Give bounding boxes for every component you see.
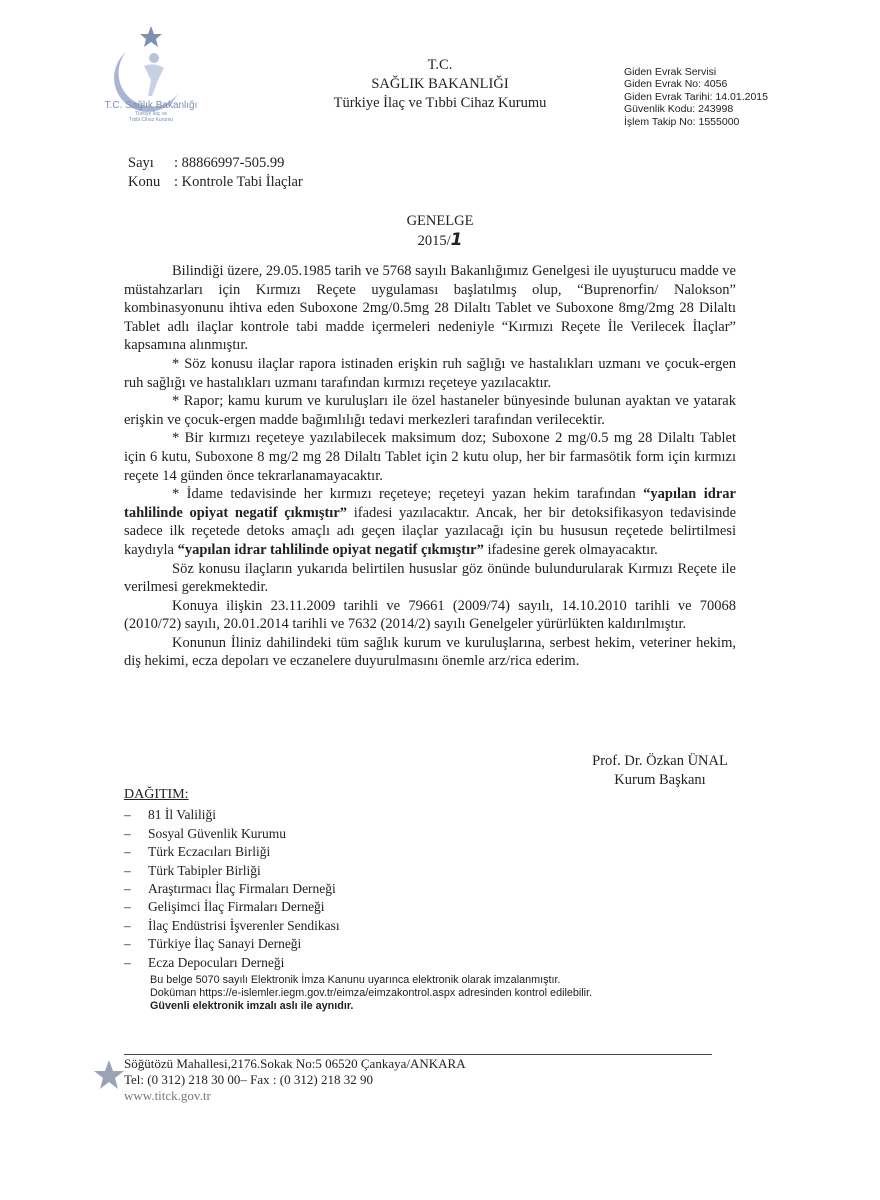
body-paragraph-5 [124,485,736,559]
konu-label: Konu [128,174,161,190]
list-dash: – [124,954,131,970]
letterhead [300,56,580,113]
list-dash: – [124,862,131,878]
logo-subcaption-1: Türkiye İlaç ve [134,111,168,117]
letterhead-agency: Türkiye İlaç ve Tıbbi Cihaz Kurumu [333,95,547,111]
body-p5-part-e: ifadesine gerek olmayacaktır. [483,541,658,558]
list-dash: – [124,807,131,823]
list-item [124,825,340,843]
circular-number [418,231,463,251]
konu-value: : Kontrole Tabi İlaçlar [174,174,303,190]
list-dash: – [124,881,131,897]
list-item-label: Türk Eczacıları Birliği [148,844,271,860]
list-item [124,862,340,880]
meta-service: Giden Evrak Servisi [624,66,717,78]
esign-line-3: Güvenli elektronik imzalı aslı ile aynıdır. [150,1000,354,1012]
list-dash: – [124,917,131,933]
body-paragraph-3: * Rapor; kamu kurum ve kuruluşları ile özel hastaneler bünyesinde bulunan ayaktan ve yatarak erişkin ve çocuk-ergen madde bağımlılığı tedavi merkezleri tarafından verilecektir. [124,393,736,428]
list-item [124,917,340,935]
body-paragraph-1: Bilindiği üzere, 29.05.1985 tarih ve 5768 sayılı Bakanlığımız Genelgesi ile uyuşturucu madde ve müstahzarları için Kırmızı Reçete uygulaması başlatılmış olup, “Buprenorfin/ Nalokson” kombinasyonunu ihtiva eden Suboxone 2mg/0.5mg 28 Dilaltı Tablet ve Suboxone 8mg/2mg 28 Dilaltı Tablet adlı ilaçlar kontrole tabi madde içermeleri nedeniyle “Kırmızı Reçete İle Verilecek İlaçlar” kapsamına alınmıştır. [124,263,736,354]
footer [124,1056,466,1104]
list-dash: – [124,899,131,915]
sayi-label: Sayı [128,155,154,171]
footer-phone: Tel: (0 312) 218 30 00– Fax : (0 312) 218 32 90 [124,1072,373,1087]
distribution-title: DAĞITIM: [124,787,189,802]
body-paragraph-4: * Bir kırmızı reçeteye yazılabilecek maksimum doz; Suboxone 2 mg/0.5 mg 28 Dilaltı Tablet için 6 kutu, Suboxone 8 mg/2 mg 28 Dilaltı Tablet için 2 kutu olup, her bir farmasötik form için kırmızı reçete 14 günden önce tekrarlanamayacaktır. [124,430,736,484]
body-paragraph-6: Söz konusu ilaçların yukarıda belirtilen hususlar göz önünde bulundurularak Kırmızı Reçete ile verilmesi gerekmektedir. [124,560,736,596]
logo-subcaption-2: Tıbbi Cihaz Kurumu [128,117,174,123]
letterhead-ministry: SAĞLIK BAKANLIĞI [371,76,509,92]
body-p5-part-a: * İdame tedavisinde her kırmızı reçeteye; reçeteyi yazan hekim tarafından [172,486,644,503]
logo-caption-title: T.C. Sağlık Bakanlığı [104,100,198,111]
meta-security-code: Güvenlik Kodu: 243998 [624,103,734,116]
list-item-label: Ecza Depocuları Derneği [148,954,285,970]
list-item-label: Sosyal Güvenlik Kurumu [148,825,286,841]
list-item [124,880,340,898]
signature-block [560,752,760,790]
distribution-items [124,806,340,972]
list-item-label: Türkiye İlaç Sanayi Derneği [148,936,302,952]
list-dash: – [124,825,131,841]
esign-line-1: Bu belge 5070 sayılı Elektronik İmza Kanunu uyarınca elektronik olarak imzalanmıştır. [150,974,561,986]
document-meta [624,66,768,128]
meta-doc-no: Giden Evrak No: 4056 [624,78,728,91]
e-signature-notice [150,974,592,1013]
list-item-label: Araştırmacı İlaç Firmaları Derneği [148,881,336,897]
sayi-row [128,154,303,173]
konu-row [128,173,303,192]
footer-address: Söğütözü Mahallesi,2176.Sokak No:5 06520 Çankaya/ANKARA [124,1056,466,1071]
list-item [124,898,340,916]
letterhead-tc: T.C. [427,57,453,73]
list-dash: – [124,844,131,860]
list-item [124,935,340,953]
circular-heading [330,212,550,251]
list-item-label: İlaç Endüstrisi İşverenler Sendikası [148,917,340,933]
signatory-title: Kurum Başkanı [614,772,706,788]
list-dash: – [124,936,131,952]
list-item [124,954,340,972]
subject-block [128,154,303,192]
signatory-name: Prof. Dr. Özkan ÜNAL [592,753,728,769]
circular-year: 2015/ [417,233,451,249]
distribution-list [124,786,340,972]
esign-line-2: Doküman https://e-islemler.iegm.gov.tr/eimza/eimzakontrol.aspx adresinden kontrol edilebilir. [150,987,593,999]
body-paragraph-8: Konunun İliniz dahilindeki tüm sağlık kurum ve kuruluşlarına, serbest hekim, veteriner hekim, diş hekimi, ecza depoları ve eczanelere duyurulmasını önemle arz/rica ederim. [124,634,736,670]
meta-doc-date: Giden Evrak Tarihi: 14.01.2015 [624,90,768,103]
letter-body [124,262,736,671]
star-watermark-icon [92,1058,126,1092]
meta-tracking-no: İşlem Takip No: 1555000 [624,115,740,128]
sayi-value: : 88866997-505.99 [174,155,285,171]
body-p5-bold-2: “yapılan idrar tahlilinde opiyat negatif çıkmıştır” [177,541,484,558]
footer-divider [124,1054,712,1055]
body-p5-bold-1: “yapılan idrar tahlilinde opiyat negatif çıkmıştır” [124,486,736,521]
circular-handwritten-number: 1 [450,230,463,250]
body-p5-part-c: ifadesi yazılacaktır. Ancak, her bir detoksifikasyon tedavisinde sadece ilk reçetede detoks amaçlı adı geçen ilaçlar yazılacağı için bu hususun reçetede belirtilmesi kaydıyla [124,504,737,558]
body-paragraph-2: * Söz konusu ilaçlar rapora istinaden erişkin ruh sağlığı ve hastalıkları uzmanı ve çocuk-ergen ruh sağlığı ve hastalıkları uzmanı tarafından kırmızı reçeteye yazılacaktır. [124,355,736,391]
circular-title: GENELGE [406,213,474,229]
logo-caption [96,100,206,123]
list-item-label: 81 İl Valiliği [148,807,217,823]
list-item [124,806,340,824]
list-item-label: Türk Tabipler Birliği [148,862,261,878]
list-item-label: Gelişimci İlaç Firmaları Derneği [148,899,325,915]
footer-website-link[interactable]: www.titck.gov.tr [124,1088,211,1103]
body-paragraph-7: Konuya ilişkin 23.11.2009 tarihli ve 79661 (2009/74) sayılı, 14.10.2010 tarihli ve 70068 (2010/72) sayılı, 20.01.2014 tarihli ve 7632 (2014/2) sayılı Genelgeler yürürlükten kaldırılmıştır. [124,597,736,633]
list-item [124,843,340,861]
